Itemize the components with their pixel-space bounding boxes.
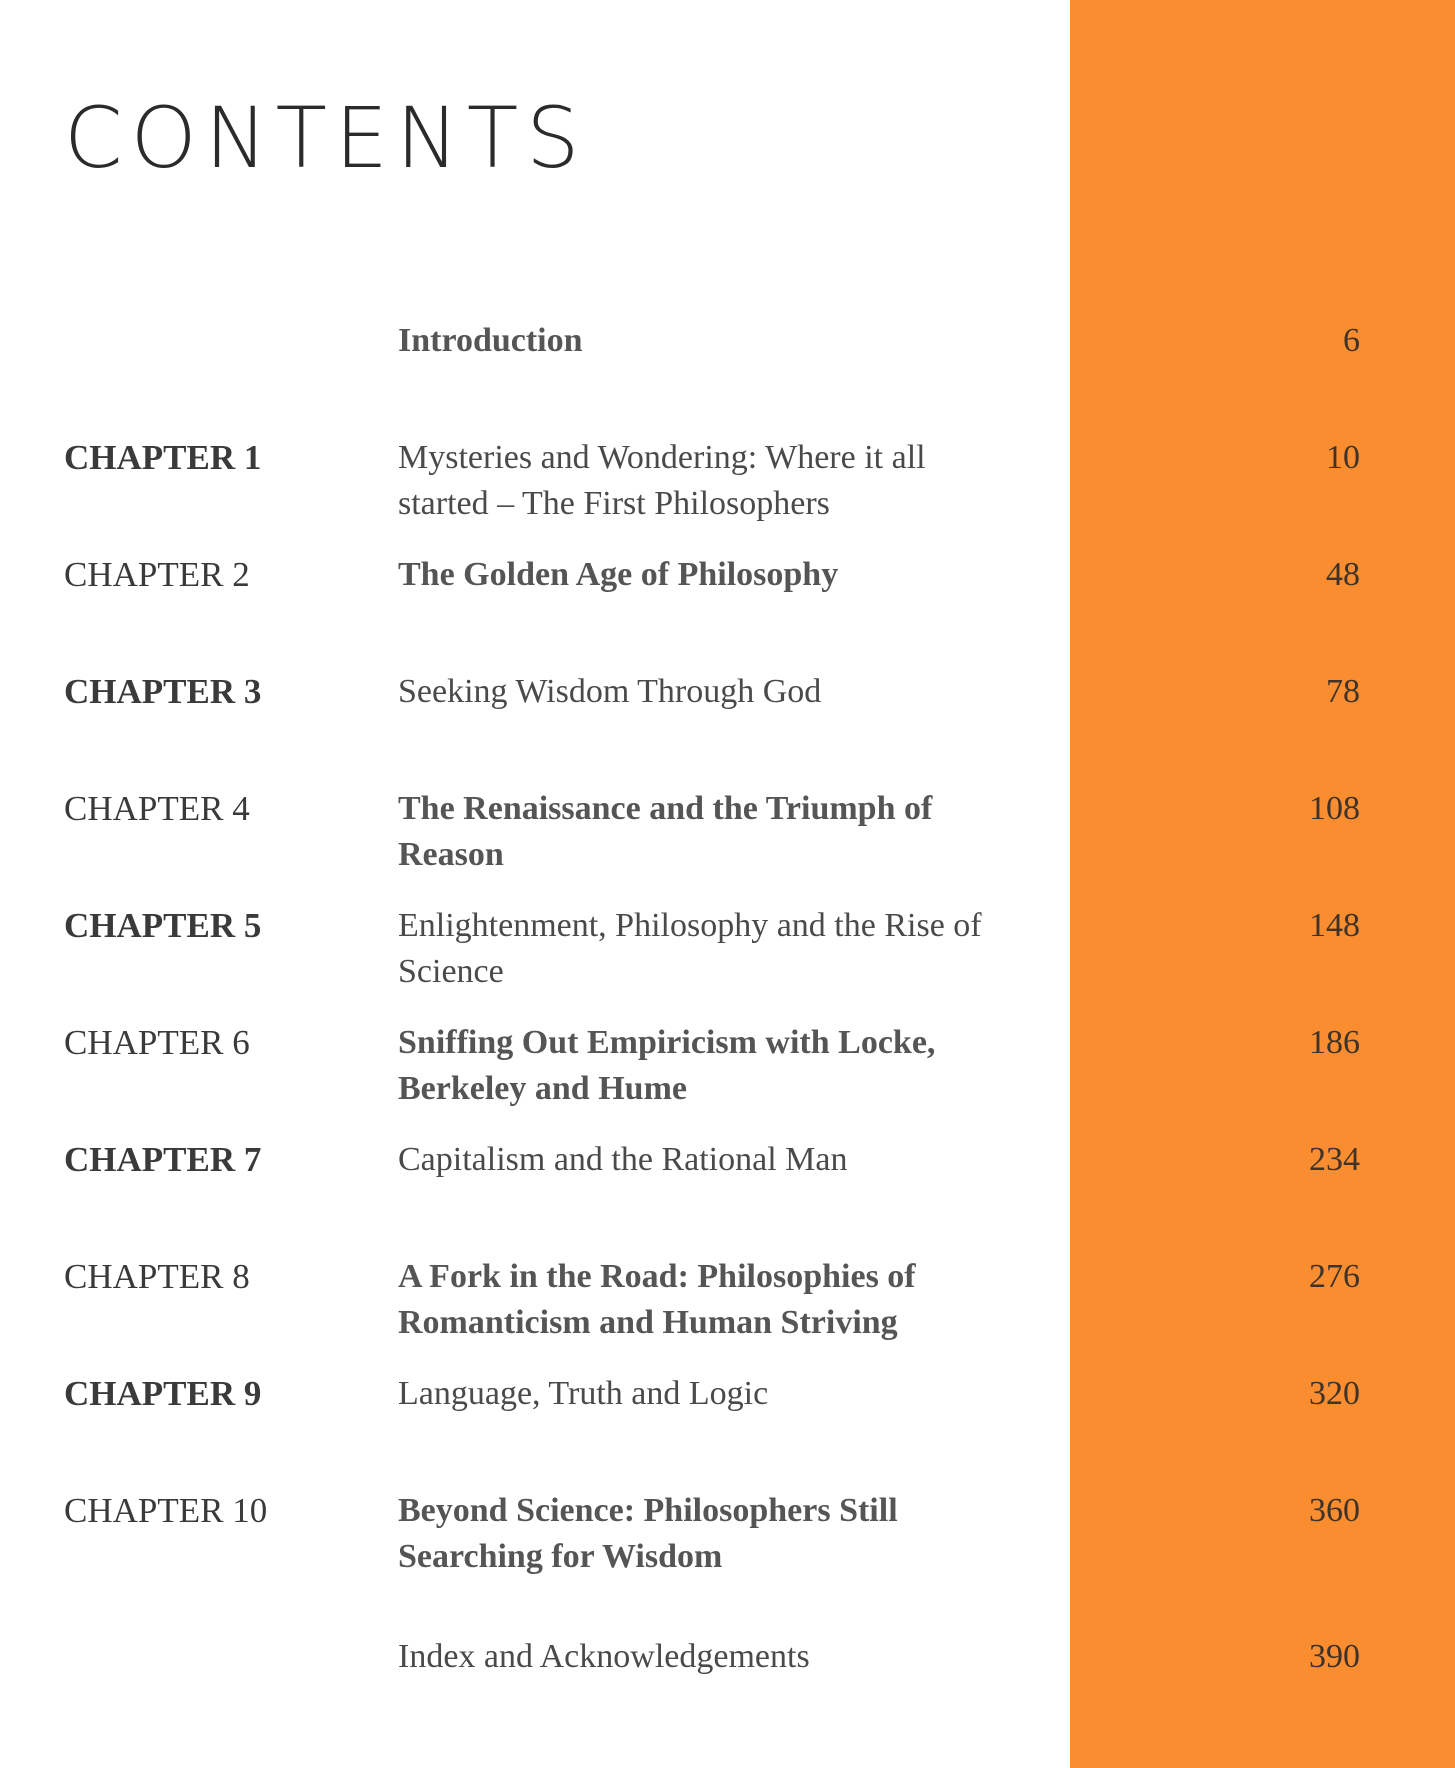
page-number: 276 (1309, 1258, 1360, 1295)
chapter-label: CHAPTER 4 (64, 789, 250, 828)
chapter-label: CHAPTER 3 (64, 672, 262, 711)
entry-title: Sniffing Out Empiricism with Locke, Berkeley and Hume (398, 1024, 936, 1107)
page-number: 320 (1309, 1375, 1360, 1412)
chapter-label: CHAPTER 9 (64, 1374, 262, 1413)
chapter-label: CHAPTER 8 (64, 1257, 250, 1296)
chapter-label: CHAPTER 5 (64, 906, 262, 945)
chapter-label: CHAPTER 2 (64, 555, 250, 594)
page-number: 186 (1309, 1024, 1360, 1061)
entry-title: The Golden Age of Philosophy (398, 556, 839, 593)
page-number: 234 (1309, 1141, 1360, 1178)
chapter-label: CHAPTER 10 (64, 1491, 268, 1530)
entry-title: Mysteries and Wondering: Where it all started – The First Philosophers (398, 439, 926, 522)
entry-title: Language, Truth and Logic (398, 1375, 769, 1412)
page-number: 10 (1326, 439, 1360, 476)
entry-title: Capitalism and the Rational Man (398, 1141, 848, 1178)
entry-title: Beyond Science: Philosophers Still Searching for Wisdom (398, 1492, 898, 1575)
chapter-label: CHAPTER 6 (64, 1023, 250, 1062)
entry-title: Index and Acknowledgements (398, 1638, 810, 1675)
entry-title: The Renaissance and the Triumph of Reason (398, 790, 933, 873)
chapter-label: CHAPTER 1 (64, 438, 262, 477)
entry-title: A Fork in the Road: Philosophies of Romanticism and Human Striving (398, 1258, 916, 1341)
page-heading: CONTENTS (64, 89, 588, 187)
page-number: 108 (1309, 790, 1360, 827)
page-number: 360 (1309, 1492, 1360, 1529)
entry-title: Introduction (398, 322, 583, 359)
page-number: 6 (1343, 322, 1360, 359)
page-number: 390 (1309, 1638, 1360, 1675)
page-number: 148 (1309, 907, 1360, 944)
page-number: 48 (1326, 556, 1360, 593)
page-number: 78 (1326, 673, 1360, 710)
chapter-label: CHAPTER 7 (64, 1140, 262, 1179)
entry-title: Enlightenment, Philosophy and the Rise of Science (398, 907, 982, 990)
entry-title: Seeking Wisdom Through God (398, 673, 822, 710)
